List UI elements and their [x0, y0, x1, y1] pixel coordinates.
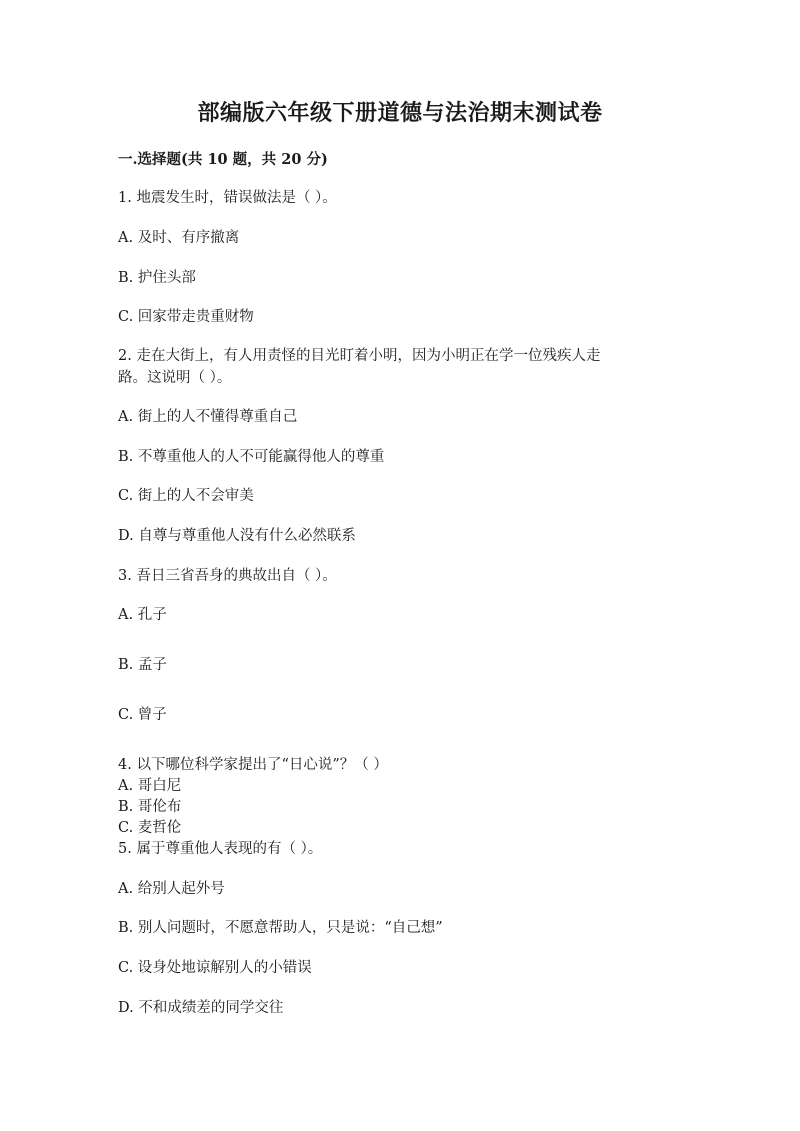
question-5-option-a: A. 给别人起外号: [118, 881, 225, 897]
question-2-option-a: A. 街上的人不懂得尊重自己: [118, 409, 298, 425]
question-5-stem: 5. 属于尊重他人表现的有（ ）。: [118, 841, 323, 857]
section-heading: 一.选择题(共 10 题，共 20 分): [118, 151, 328, 168]
question-5-option-c: C. 设身处地谅解别人的小错误: [118, 960, 312, 976]
question-5-option-b: B. 别人问题时，不愿意帮助人，只是说：“自己想”: [118, 920, 443, 936]
question-2-stem-line-1: 2. 走在大街上，有人用责怪的目光盯着小明，因为小明正在学一位残疾人走: [118, 348, 601, 364]
question-2-option-c: C. 街上的人不会审美: [118, 488, 254, 504]
question-2-stem-line-2: 路。这说明（ ）。: [118, 370, 232, 386]
question-2-option-b: B. 不尊重他人的人不可能赢得他人的尊重: [118, 449, 385, 465]
question-2-option-d: D. 自尊与尊重他人没有什么必然联系: [118, 528, 356, 544]
question-3-stem: 3. 吾日三省吾身的典故出自（ ）。: [118, 568, 337, 584]
question-1-option-a: A. 及时、有序撤离: [118, 230, 240, 246]
question-3-option-b: B. 孟子: [118, 657, 167, 673]
question-5-option-d: D. 不和成绩差的同学交往: [118, 1000, 284, 1016]
question-1-option-b: B. 护住头部: [118, 270, 196, 286]
question-3-option-c: C. 曾子: [118, 707, 167, 723]
question-4-option-b: B. 哥伦布: [118, 799, 182, 815]
question-3-option-a: A. 孔子: [118, 607, 167, 623]
question-1-stem: 1. 地震发生时，错误做法是（ ）。: [118, 190, 337, 206]
question-4-option-c: C. 麦哲伦: [118, 820, 182, 836]
page-title: 部编版六年级下册道德与法治期末测试卷: [197, 100, 603, 126]
question-4-option-a: A. 哥白尼: [118, 778, 182, 794]
question-4-stem: 4. 以下哪位科学家提出了“日心说”？（ ）: [118, 757, 388, 773]
question-1-option-c: C. 回家带走贵重财物: [118, 309, 254, 325]
